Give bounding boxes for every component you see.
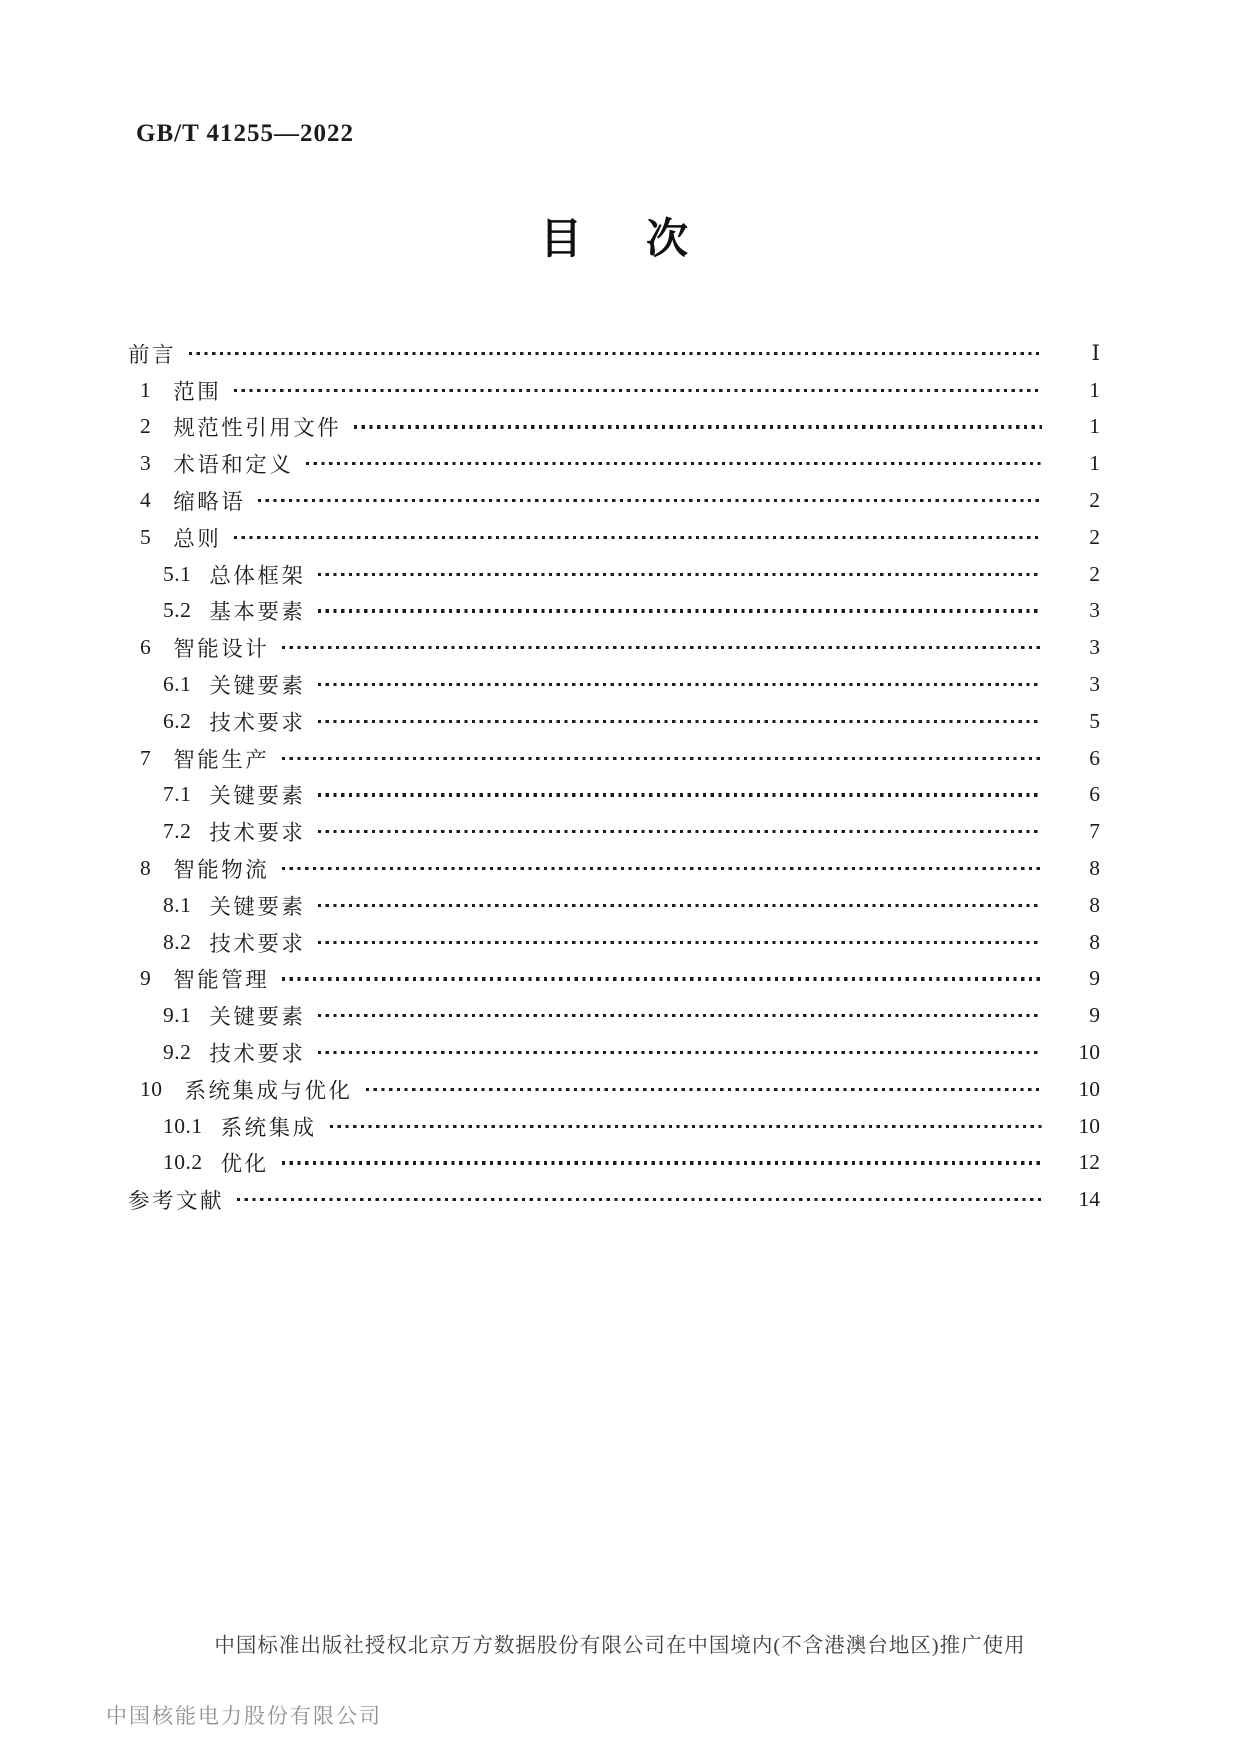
toc-entry-page: 3 [1089, 635, 1100, 660]
toc-entry-label: 技术要求 [209, 710, 306, 735]
toc-entry-label: 系统集成与优化 [184, 1078, 353, 1103]
toc-dot-leader [354, 425, 1042, 428]
toc-dot-leader [318, 1014, 1042, 1017]
toc-entry-number: 6 [140, 635, 152, 660]
toc-dot-leader [237, 1198, 1042, 1201]
toc-entry-number: 3 [140, 451, 152, 476]
toc-entry-page: 1 [1089, 377, 1100, 402]
toc-entry-label: 技术要求 [209, 821, 306, 846]
toc-entry-label: 总则 [173, 526, 222, 551]
toc-entry-page: 2 [1089, 488, 1100, 513]
toc-entry-number: 10.2 [163, 1150, 203, 1175]
toc-entry[interactable] [128, 629, 1100, 666]
footer-authorization-text: 中国标准出版社授权北京万方数据股份有限公司在中国境内(不含港澳台地区)推广使用 [214, 1635, 1026, 1657]
toc-dot-leader [189, 352, 1042, 355]
toc-entry-number: 9 [140, 966, 152, 991]
toc-entry-label: 术语和定义 [173, 453, 294, 478]
footer-company-name: 中国核能电力股份有限公司 [106, 1704, 382, 1728]
toc-dot-leader [318, 683, 1042, 686]
toc-dot-leader [282, 1161, 1042, 1164]
toc-entry[interactable] [128, 1145, 1100, 1182]
toc-entry-label: 系统集成 [220, 1115, 317, 1140]
toc-entry-number: 9.1 [163, 1003, 192, 1028]
toc-entry-label: 规范性引用文件 [173, 416, 342, 441]
toc-entry-label: 缩略语 [173, 490, 246, 515]
toc-entry-page: 2 [1089, 561, 1100, 586]
toc-entry-label: 智能管理 [173, 968, 270, 993]
toc-entry-label: 基本要素 [209, 600, 306, 625]
toc-entry[interactable] [128, 1181, 1100, 1218]
toc-entry-label: 技术要求 [209, 931, 306, 956]
toc-dot-leader [282, 977, 1042, 980]
toc-entry[interactable] [128, 409, 1100, 446]
toc-entry-number: 7 [140, 745, 152, 770]
toc-entry-number: 10.1 [163, 1113, 203, 1138]
toc-entry-label: 前言 [128, 342, 177, 367]
toc-dot-leader [318, 793, 1042, 796]
toc-entry-page: 6 [1089, 782, 1100, 807]
toc-entry-label: 关键要素 [209, 894, 306, 919]
toc-entry-page: 12 [1078, 1150, 1100, 1175]
toc-dot-leader [282, 867, 1042, 870]
toc-dot-leader [318, 904, 1042, 907]
toc-entry-label: 总体框架 [209, 563, 306, 588]
toc-entry-page: 10 [1078, 1113, 1100, 1138]
toc-entry-label: 关键要素 [209, 674, 306, 699]
toc-entry-page: 1 [1089, 414, 1100, 439]
toc-entry[interactable] [128, 482, 1100, 519]
toc-entry-number: 9.2 [163, 1040, 192, 1065]
page-title-char-1: 目 [539, 215, 582, 262]
toc-entry-page: 3 [1089, 672, 1100, 697]
toc-entry[interactable] [128, 961, 1100, 998]
standard-code: GB/T 41255—2022 [136, 120, 355, 147]
toc-entry-page: Ⅰ [1091, 340, 1100, 365]
toc-entry-number: 1 [140, 377, 152, 402]
toc-entry[interactable] [128, 445, 1100, 482]
toc-entry-page: 1 [1089, 451, 1100, 476]
toc-entry-label: 智能生产 [173, 747, 270, 772]
toc-entry[interactable] [128, 924, 1100, 961]
toc-list [128, 335, 1100, 1218]
toc-entry-page: 14 [1078, 1187, 1100, 1212]
toc-entry[interactable] [128, 372, 1100, 409]
toc-entry-number: 10 [140, 1076, 163, 1101]
toc-entry-label: 技术要求 [209, 1042, 306, 1067]
toc-entry[interactable] [128, 1071, 1100, 1108]
toc-entry-label: 范围 [173, 379, 222, 404]
toc-entry-page: 8 [1089, 856, 1100, 881]
toc-entry-label: 关键要素 [209, 784, 306, 809]
toc-entry[interactable] [128, 813, 1100, 850]
toc-entry[interactable] [128, 519, 1100, 556]
toc-dot-leader [318, 830, 1042, 833]
toc-entry-number: 8.2 [163, 929, 192, 954]
page-title-char-2: 次 [646, 215, 689, 262]
toc-entry-number: 5.1 [163, 561, 192, 586]
toc-dot-leader [234, 536, 1042, 539]
toc-entry-label: 参考文献 [128, 1189, 225, 1214]
toc-dot-leader [318, 609, 1042, 612]
toc-dot-leader [258, 499, 1042, 502]
toc-entry[interactable] [128, 593, 1100, 630]
toc-entry-number: 4 [140, 488, 152, 513]
toc-entry-number: 5.2 [163, 598, 192, 623]
toc-entry-number: 6.2 [163, 708, 192, 733]
toc-dot-leader [234, 389, 1042, 392]
toc-entry-page: 7 [1089, 819, 1100, 844]
toc-entry-page: 6 [1089, 745, 1100, 770]
toc-entry[interactable] [128, 997, 1100, 1034]
toc-dot-leader [318, 573, 1042, 576]
toc-entry-page: 9 [1089, 1003, 1100, 1028]
toc-entry-number: 6.1 [163, 672, 192, 697]
toc-entry[interactable] [128, 740, 1100, 777]
toc-dot-leader [318, 720, 1042, 723]
toc-entry-number: 8.1 [163, 892, 192, 917]
toc-entry-number: 7.1 [163, 782, 192, 807]
toc-entry-page: 5 [1089, 708, 1100, 733]
toc-dot-leader [318, 941, 1042, 944]
toc-entry[interactable] [128, 887, 1100, 924]
toc-dot-leader [366, 1088, 1042, 1091]
toc-entry-number: 5 [140, 524, 152, 549]
toc-entry-page: 10 [1078, 1040, 1100, 1065]
toc-entry[interactable] [128, 335, 1100, 372]
toc-entry-number: 2 [140, 414, 152, 439]
toc-entry-label: 智能物流 [173, 858, 270, 883]
toc-entry[interactable] [128, 703, 1100, 740]
toc-entry-page: 2 [1089, 524, 1100, 549]
toc-entry[interactable] [128, 1034, 1100, 1071]
toc-entry-number: 8 [140, 856, 152, 881]
toc-dot-leader [282, 757, 1042, 760]
toc-entry[interactable] [128, 666, 1100, 703]
toc-entry-page: 8 [1089, 929, 1100, 954]
toc-entry-label: 优化 [220, 1152, 269, 1177]
toc-entry-page: 3 [1089, 598, 1100, 623]
toc-dot-leader [318, 1051, 1042, 1054]
toc-entry-label: 智能设计 [173, 637, 270, 662]
toc-entry[interactable] [128, 556, 1100, 593]
toc-dot-leader [330, 1125, 1042, 1128]
page-title [128, 206, 1100, 266]
toc-entry[interactable] [128, 1108, 1100, 1145]
toc-entry-page: 8 [1089, 892, 1100, 917]
toc-entry-page: 10 [1078, 1076, 1100, 1101]
toc-dot-leader [306, 462, 1042, 465]
toc-entry-number: 7.2 [163, 819, 192, 844]
toc-entry[interactable] [128, 777, 1100, 814]
toc-entry-page: 9 [1089, 966, 1100, 991]
toc-entry[interactable] [128, 850, 1100, 887]
toc-dot-leader [282, 646, 1042, 649]
toc-entry-label: 关键要素 [209, 1005, 306, 1030]
